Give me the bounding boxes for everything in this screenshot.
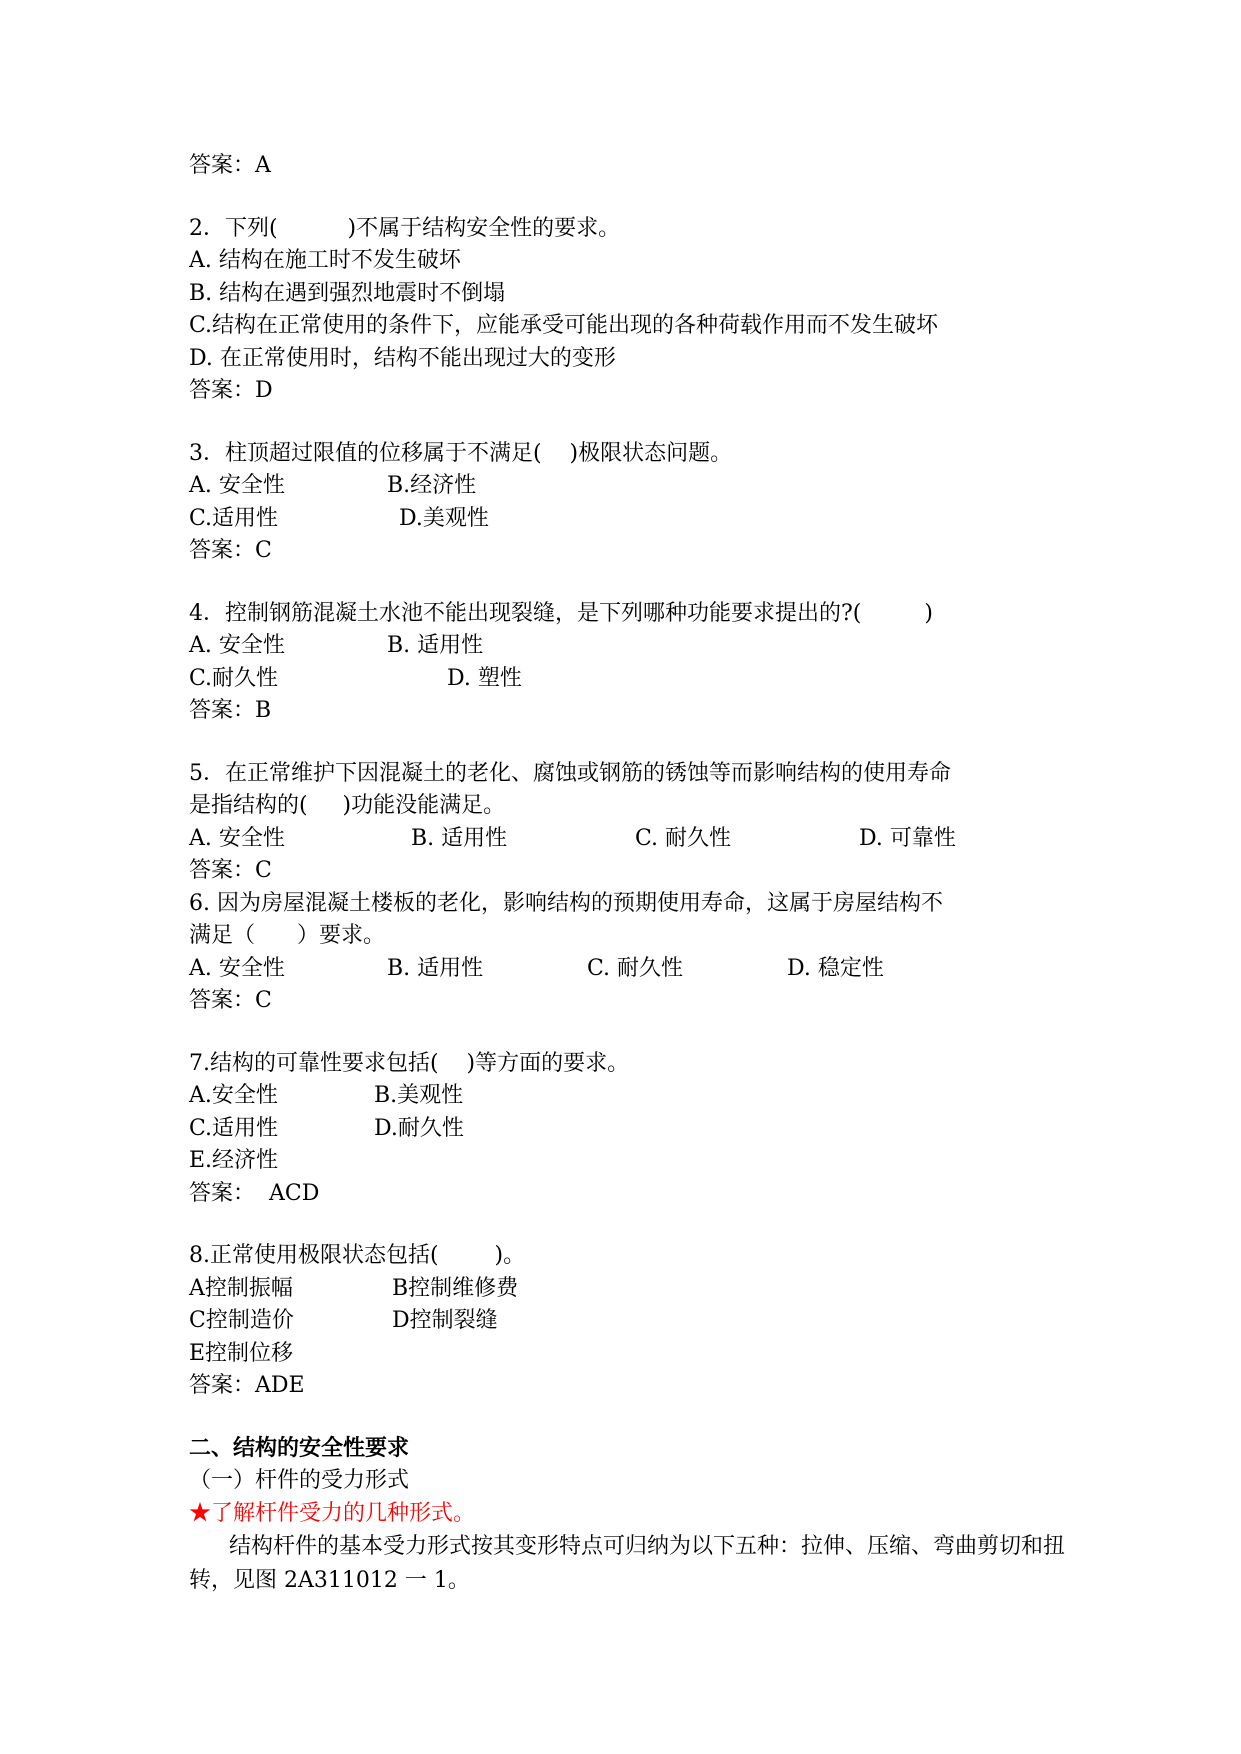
q2-stem: 2．下列( )不属于结构安全性的要求。 bbox=[189, 215, 621, 241]
q5-stem-line1: 5．在正常维护下因混凝土的老化、腐蚀或钢筋的锈蚀等而影响结构的使用寿命 bbox=[189, 760, 951, 786]
q7-option-d: D.耐久性 bbox=[374, 1115, 464, 1141]
q5-option-a: A. 安全性 bbox=[189, 825, 285, 851]
q1-answer: 答案：A bbox=[189, 153, 271, 178]
q2-answer: 答案：D bbox=[189, 378, 273, 403]
section-subtitle: （一）杆件的受力形式 bbox=[189, 1468, 410, 1493]
q8-option-a: A控制振幅 bbox=[189, 1275, 293, 1301]
q3-stem: 3．柱顶超过限值的位移属于不满足( )极限状态问题。 bbox=[189, 440, 733, 466]
section-highlight: ★了解杆件受力的几种形式。 bbox=[189, 1500, 476, 1526]
q2-option-a: A. 结构在施工时不发生破坏 bbox=[189, 248, 461, 273]
document-body bbox=[189, 150, 1089, 1598]
q6-option-b: B. 适用性 bbox=[387, 955, 484, 981]
q8-option-e: E控制位移 bbox=[189, 1340, 294, 1366]
q7-stem: 7.结构的可靠性要求包括( )等方面的要求。 bbox=[189, 1050, 630, 1076]
q6-option-a: A. 安全性 bbox=[189, 955, 285, 981]
q6-option-c: C. 耐久性 bbox=[587, 955, 684, 981]
q7-answer: 答案： ACD bbox=[189, 1180, 320, 1206]
q8-options-row2 bbox=[189, 1305, 1089, 1338]
q4-option-d: D. 塑性 bbox=[447, 665, 522, 691]
q5-option-d: D. 可靠性 bbox=[859, 825, 956, 851]
q8-option-d: D控制裂缝 bbox=[392, 1308, 498, 1333]
q3-option-d: D.美观性 bbox=[399, 505, 489, 531]
q8-stem: 8.正常使用极限状态包括( )。 bbox=[189, 1243, 526, 1268]
q8-options-row1 bbox=[189, 1273, 1089, 1306]
q8-option-c: C控制造价 bbox=[189, 1308, 294, 1333]
q3-options-row1 bbox=[189, 470, 1089, 503]
q6-answer: 答案：C bbox=[189, 988, 272, 1013]
q8-option-b: B控制维修费 bbox=[392, 1275, 519, 1301]
q4-stem: 4．控制钢筋混凝土水池不能出现裂缝，是下列哪种功能要求提出的?( ) bbox=[189, 600, 933, 626]
q3-option-c: C.适用性 bbox=[189, 505, 279, 531]
q5-answer: 答案：C bbox=[189, 858, 272, 883]
q6-option-d: D. 稳定性 bbox=[787, 955, 884, 981]
q2-option-c: C.结构在正常使用的条件下，应能承受可能出现的各种荷载作用而不发生破坏 bbox=[189, 313, 939, 338]
q8-answer: 答案：ADE bbox=[189, 1373, 305, 1398]
q5-option-b: B. 适用性 bbox=[411, 825, 508, 851]
q3-option-b: B.经济性 bbox=[387, 473, 477, 498]
q7-option-b: B.美观性 bbox=[374, 1083, 464, 1108]
q5-options bbox=[189, 823, 1089, 856]
q7-options-row2 bbox=[189, 1113, 1089, 1146]
section-paragraph: 结构杆件的基本受力形式按其变形特点可归纳为以下五种：拉伸、压缩、弯曲剪切和扭转，见图 2A311012 一 1。 bbox=[189, 1534, 1066, 1593]
section-title: 二、结构的安全性要求 bbox=[189, 1435, 410, 1461]
q5-option-c: C. 耐久性 bbox=[635, 825, 732, 851]
q3-option-a: A. 安全性 bbox=[189, 473, 285, 498]
q3-options-row2 bbox=[189, 503, 1089, 536]
q6-stem-line2: 满足（ ）要求。 bbox=[189, 923, 385, 948]
q4-option-a: A. 安全性 bbox=[189, 633, 285, 658]
q6-stem-line1: 6. 因为房屋混凝土楼板的老化，影响结构的预期使用寿命，这属于房屋结构不 bbox=[189, 890, 943, 916]
q7-options-row1 bbox=[189, 1080, 1089, 1113]
q7-option-c: C.适用性 bbox=[189, 1115, 279, 1141]
q2-option-d: D. 在正常使用时，结构不能出现过大的变形 bbox=[189, 345, 616, 371]
q3-answer: 答案：C bbox=[189, 538, 272, 563]
q2-option-b: B. 结构在遇到强烈地震时不倒塌 bbox=[189, 280, 506, 306]
q4-options-row2 bbox=[189, 663, 1089, 696]
q4-answer: 答案：B bbox=[189, 698, 272, 723]
q6-options bbox=[189, 953, 1089, 986]
q7-option-a: A.安全性 bbox=[189, 1083, 278, 1108]
q5-stem-line2: 是指结构的( )功能没能满足。 bbox=[189, 793, 506, 818]
q7-option-e: E.经济性 bbox=[189, 1148, 279, 1173]
q4-option-c: C.耐久性 bbox=[189, 665, 279, 691]
q4-option-b: B. 适用性 bbox=[387, 633, 484, 658]
q4-options-row1 bbox=[189, 630, 1089, 663]
